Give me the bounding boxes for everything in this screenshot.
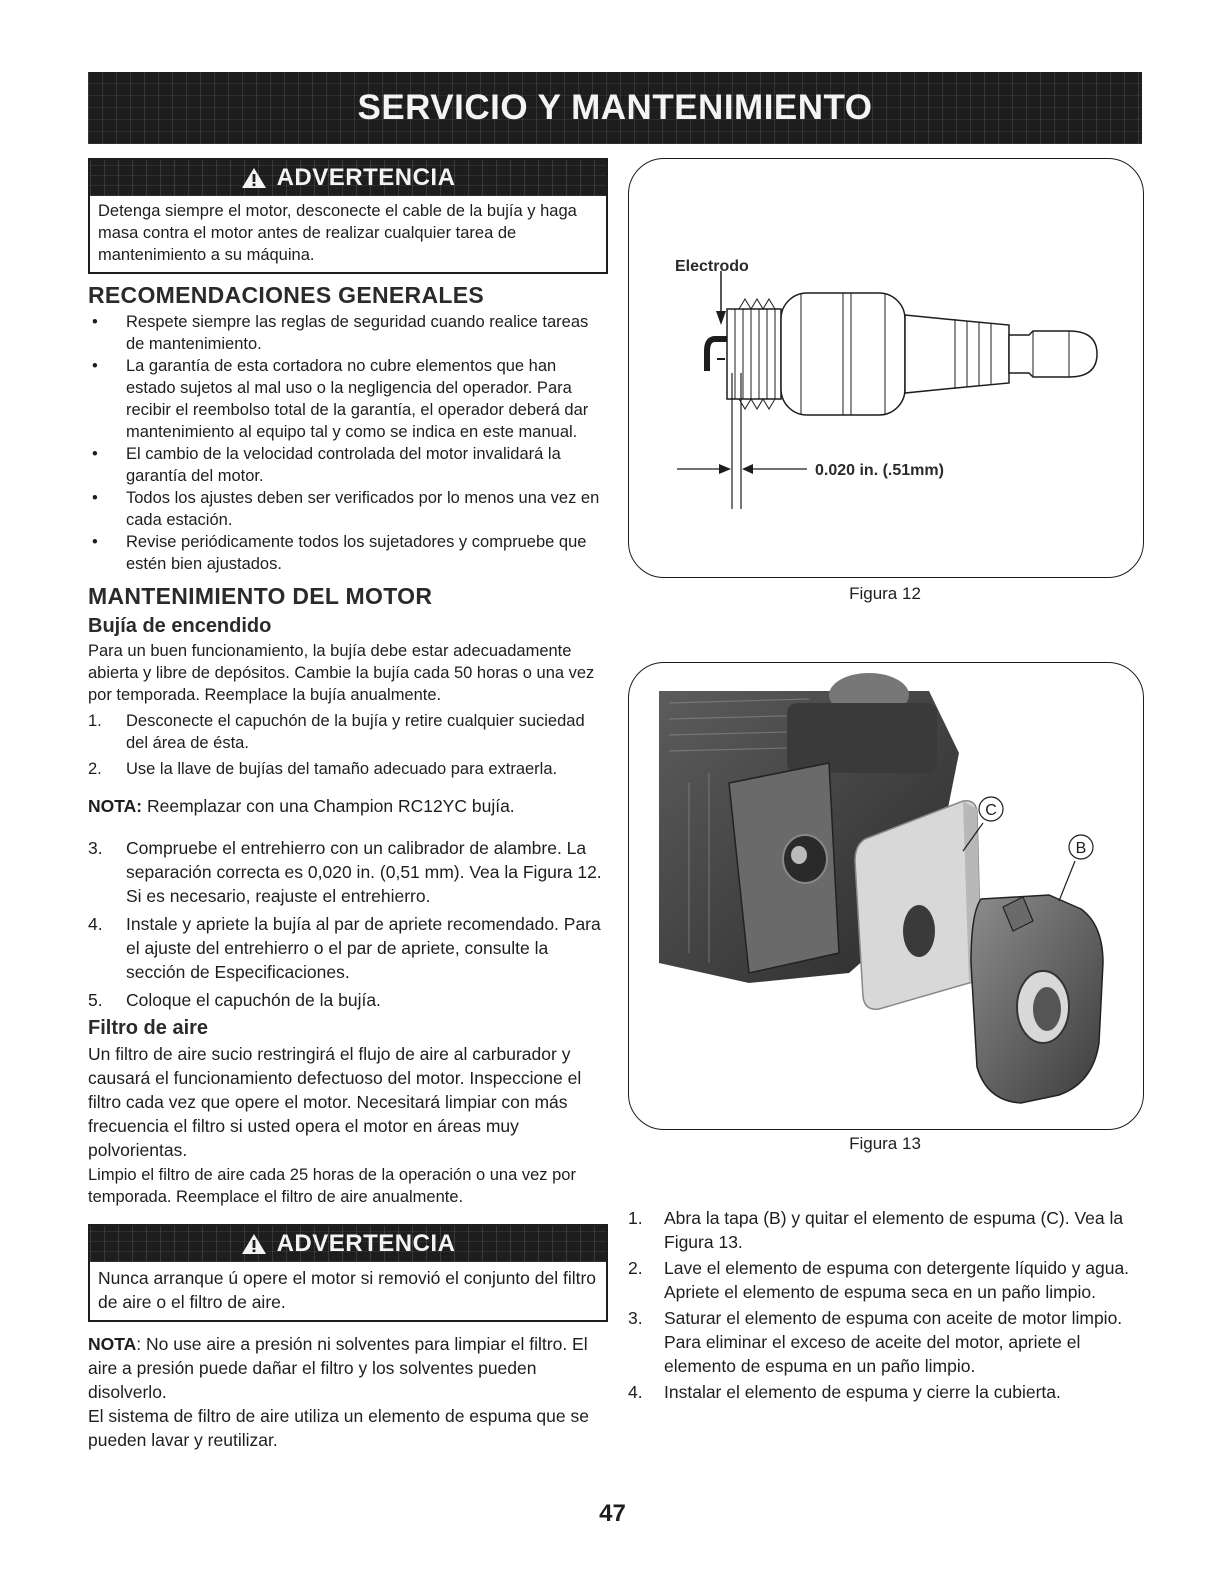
- list-item: [628, 1380, 1142, 1404]
- step-number: 1.: [628, 1208, 643, 1228]
- warning-triangle-icon: [241, 1233, 267, 1255]
- air-filter-illustration: [629, 663, 1143, 1129]
- air-filter-p2: Limpio el filtro de aire cada 25 horas de la operación o una vez por temporada. Reemplace el filtro de aire anualmente.: [88, 1166, 576, 1206]
- list-item: • Respete siempre las reglas de seguridad cuando realice tareas de mantenimiento.: [88, 311, 608, 355]
- step-number: 1.: [88, 712, 102, 730]
- list-item: [88, 710, 608, 754]
- step-text: Instale y apriete la bujía al par de apriete recomendado. Para el ajuste del entrehierro o el par de apriete, consulte la sección de Especificaciones.: [126, 914, 601, 982]
- spark-plug-intro: Para un buen funcionamiento, la bujía debe estar adecuadamente abierta y libre de depósitos. Cambie la bujía cada 50 horas o una vez por temporada. Reemplace la bujía anualmente.: [88, 642, 595, 704]
- figure-13: [628, 662, 1144, 1130]
- warning-box: [88, 158, 608, 274]
- list-item: • La garantía de esta cortadora no cubre elementos que han estado sujetos al mal uso o la negligencia del operador. Para recibir el reembolso total de la garantía, el operador deberá dar mantenimiento al equipo tal y como se indica en este manual.: [88, 355, 608, 443]
- warning-header: [90, 1226, 606, 1262]
- air-note: [88, 1332, 608, 1404]
- note-label: NOTA: [88, 1334, 137, 1354]
- warning-text: Nunca arranque ú opere el motor si removió el conjunto del filtro de aire o el filtro de aire.: [98, 1268, 597, 1312]
- step-number: 2.: [88, 760, 102, 778]
- note-text: : No use aire a presión ni solventes para limpiar el filtro. El aire a presión puede dañar el filtro y los solventes pueden disolverlo.: [88, 1334, 588, 1402]
- engine-heading: MANTENIMIENTO DEL MOTOR: [88, 583, 433, 609]
- label-b: B: [1075, 840, 1087, 857]
- label-c: C: [985, 802, 997, 819]
- list-item: • Todos los ajustes deben ser verificados por lo menos una vez en cada estación.: [88, 487, 608, 531]
- spark-plug-heading: Bujía de encendido: [88, 615, 272, 637]
- list-item: [88, 758, 608, 780]
- list-item: • Revise periódicamente todos los sujetadores y compruebe que estén bien ajustados.: [88, 531, 608, 575]
- spark-steps-b: [88, 836, 608, 1012]
- warning-triangle-icon: [241, 167, 267, 189]
- step-text: Coloque el capuchón de la bujía.: [126, 990, 381, 1010]
- figure-12: [628, 158, 1144, 578]
- warning-title: ADVERTENCIA: [276, 1230, 456, 1257]
- list-item: [88, 988, 608, 1012]
- list-item: [628, 1306, 1142, 1378]
- step-number: 3.: [88, 838, 103, 858]
- banner-title: SERVICIO Y MANTENIMIENTO: [357, 88, 873, 127]
- air-filter-p1: Un filtro de aire sucio restringirá el flujo de aire al carburador y causará el funcionamiento defectuoso del motor. Inspeccione el filtro cada vez que opere el motor. Necesitará limpiar con más frecuencia el filtro si usted opera el motor en áreas muy polvorientas.: [88, 1044, 582, 1160]
- general-list: [88, 311, 608, 575]
- step-number: 4.: [628, 1382, 643, 1402]
- warning-text: Detenga siempre el motor, desconecte el cable de la bujía y haga masa contra el motor antes de realizar cualquier tarea de mantenimiento a su máquina.: [98, 202, 577, 264]
- list-item: [88, 912, 608, 984]
- step-text: Desconecte el capuchón de la bujía y retire cualquier suciedad del área de ésta.: [126, 712, 585, 752]
- list-item: • El cambio de la velocidad controlada del motor invalidará la garantía del motor.: [88, 443, 608, 487]
- step-number: 2.: [628, 1258, 643, 1278]
- warning-header: [90, 160, 606, 196]
- list-item: [88, 836, 608, 908]
- warning-box: [88, 1224, 608, 1322]
- step-text: Compruebe el entrehierro con un calibrador de alambre. La separación correcta es 0,020 in. (0,51 mm). Vea la Figura 12. Si es necesario, reajuste el entrehierro.: [126, 838, 602, 906]
- note-text: Reemplazar con una Champion RC12YC bujía.: [142, 796, 515, 816]
- step-text: Saturar el elemento de espuma con aceite de motor limpio. Para eliminar el exceso de aceite del motor, apriete el elemento de espuma en un paño limpio.: [664, 1308, 1123, 1376]
- spark-note: [88, 794, 608, 818]
- figure-12-caption: Figura 12: [849, 584, 921, 603]
- step-text: Lave el elemento de espuma con detergente líquido y agua. Apriete el elemento de espuma seca en un paño limpio.: [664, 1258, 1130, 1302]
- page-number: 47: [599, 1500, 626, 1527]
- air-filter-steps: [628, 1204, 1142, 1406]
- section-banner: [88, 72, 1142, 144]
- step-text: Instalar el elemento de espuma y cierre la cubierta.: [664, 1382, 1061, 1402]
- gap-label: 0.020 in. (.51mm): [815, 462, 944, 479]
- step-text: Abra la tapa (B) y quitar el elemento de espuma (C). Vea la Figura 13.: [664, 1208, 1124, 1252]
- air-note-p2: El sistema de filtro de aire utiliza un elemento de espuma que se pueden lavar y reutilizar.: [88, 1406, 589, 1450]
- step-number: 5.: [88, 990, 103, 1010]
- general-heading: RECOMENDACIONES GENERALES: [88, 282, 484, 308]
- note-label: NOTA:: [88, 796, 143, 816]
- electrode-label: Electrodo: [675, 258, 749, 275]
- step-text: Use la llave de bujías del tamaño adecuado para extraerla.: [126, 760, 558, 778]
- spark-plug-diagram: [629, 159, 1143, 577]
- air-filter-heading: Filtro de aire: [88, 1017, 209, 1039]
- warning-title: ADVERTENCIA: [276, 164, 456, 191]
- figure-13-caption: Figura 13: [849, 1134, 921, 1153]
- left-column: [88, 158, 608, 1452]
- list-item: [628, 1256, 1142, 1304]
- spark-steps-a: [88, 710, 608, 780]
- step-number: 4.: [88, 914, 103, 934]
- step-number: 3.: [628, 1308, 643, 1328]
- list-item: [628, 1206, 1142, 1254]
